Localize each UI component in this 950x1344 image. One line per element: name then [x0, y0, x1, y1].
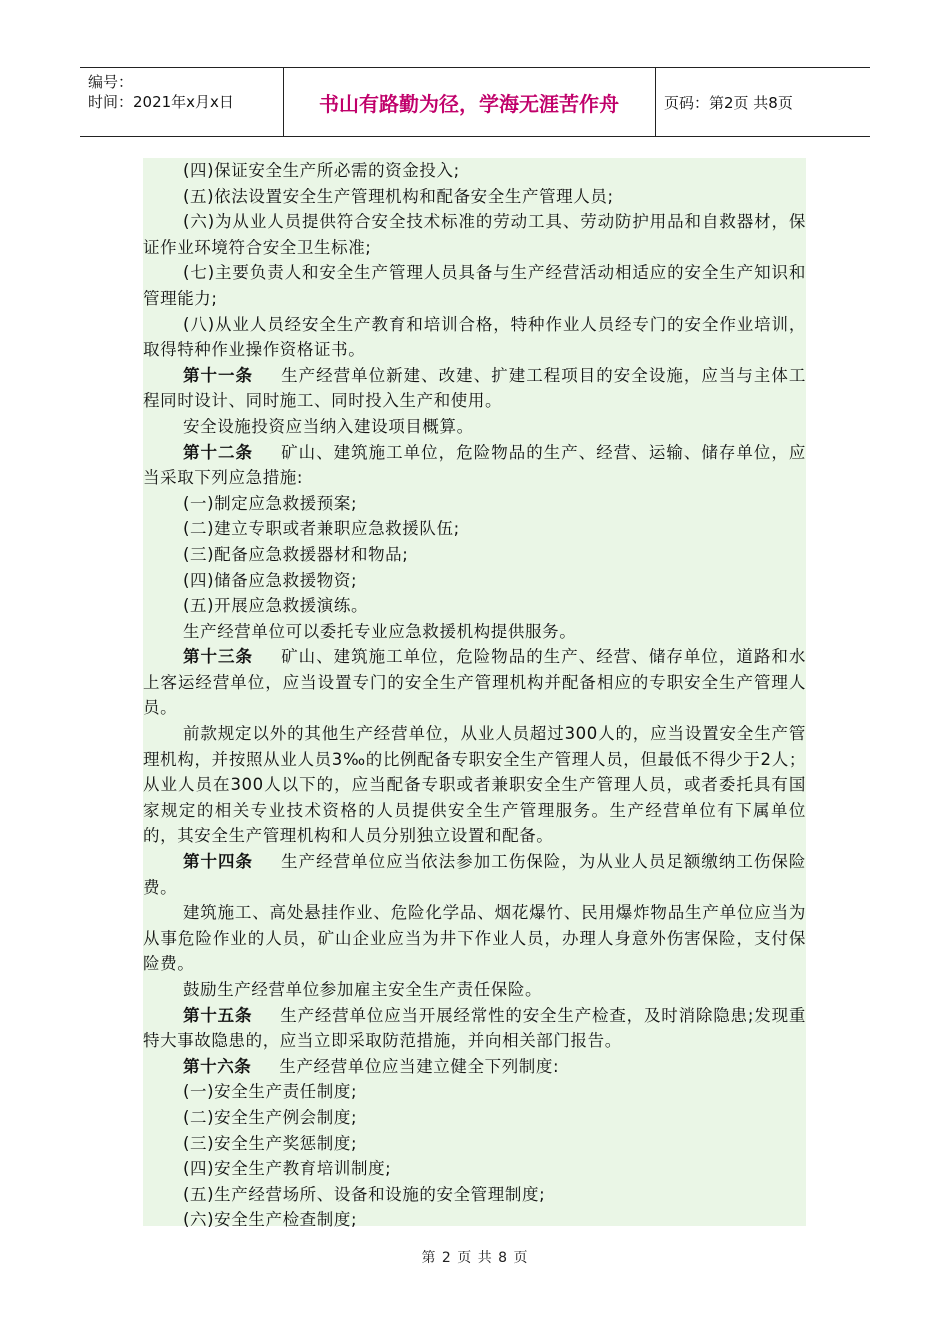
page-footer: 第 2 页 共 8 页 — [421, 1250, 529, 1266]
paragraph — [143, 568, 806, 594]
article-paragraph — [143, 440, 806, 491]
paragraph-text: (一)安全生产责任制度; — [183, 1082, 358, 1102]
paragraph-text: (三)配备应急救援器材和物品; — [183, 544, 409, 564]
article-paragraph — [143, 1003, 806, 1054]
number-label: 编号： — [88, 73, 134, 91]
paragraph-text: (五)依法设置安全生产管理机构和配备安全生产管理人员; — [183, 186, 614, 206]
paragraph — [143, 516, 806, 542]
paragraph-text: (二)建立专职或者兼职应急救援队伍; — [183, 519, 460, 539]
header-meta — [88, 72, 234, 112]
article-paragraph — [143, 1054, 806, 1080]
paragraph-text: 前款规定以外的其他生产经营单位，从业人员超过300人的，应当设置安全生产管理机构，并按照从业人员3‰的比例配备专职安全生产管理人员，但最低不得少于2人；从业人员在300人以下的，应当配备专职或者兼职安全生产管理人员，或者委托具有国家规定的相关专业技术资格的人员提供安全生产管理服务。生产经营单位有下属单位的，其安全生产管理机构和人员分别独立设置和配备。 — [143, 724, 806, 846]
paragraph — [143, 260, 806, 311]
paragraph-text: 建筑施工、高处悬挂作业、危险化学品、烟花爆竹、民用爆炸物品生产单位应当为从事危险作业的人员，矿山企业应当为井下作业人员，办理人身意外伤害保险，支付保险费。 — [143, 903, 806, 974]
header-divider — [655, 68, 656, 136]
paragraph — [143, 491, 806, 517]
paragraph-text: (四)安全生产教育培训制度; — [183, 1159, 392, 1179]
paragraph-text: (五)开展应急救援演练。 — [183, 596, 369, 616]
paragraph-text: (一)制定应急救援预案; — [183, 493, 358, 513]
paragraph-text: 生产经营单位新建、改建、扩建工程项目的安全设施，应当与主体工程同时设计、同时施工、同时投入生产和使用。 — [143, 365, 807, 411]
paragraph-text: (六)安全生产检查制度; — [183, 1210, 358, 1230]
article-number: 第十三条 — [183, 647, 254, 667]
paragraph — [143, 721, 806, 849]
header-table — [80, 67, 870, 137]
paragraph — [143, 1156, 806, 1182]
article-number: 第十四条 — [183, 852, 254, 872]
paragraph-text: 生产经营单位可以委托专业应急救援机构提供服务。 — [183, 621, 577, 641]
paragraph — [143, 1105, 806, 1131]
article-paragraph — [143, 363, 806, 414]
paragraph-text: 矿山、建筑施工单位，危险物品的生产、经营、储存单位，道路和水上客运经营单位，应当设置专门的安全生产管理机构并配备相应的专职安全生产管理人员。 — [143, 647, 807, 718]
paragraph-text: (五)生产经营场所、设备和设施的安全管理制度; — [183, 1184, 546, 1204]
paragraph — [143, 312, 806, 363]
paragraph-text: 鼓励生产经营单位参加雇主安全生产责任保险。 — [183, 980, 543, 999]
paragraph — [143, 977, 806, 1003]
paragraph — [143, 542, 806, 568]
article-number: 第十六条 — [183, 1056, 252, 1076]
article-number: 第十一条 — [183, 365, 254, 385]
document-body — [143, 158, 807, 1230]
paragraph-text: 生产经营单位应当建立健全下列制度: — [279, 1056, 560, 1076]
paragraph-text: (四)储备应急救援物资; — [183, 570, 358, 590]
paragraph — [143, 1079, 806, 1105]
paragraph-text: 安全设施投资应当纳入建设项目概算。 — [183, 416, 474, 436]
paragraph — [143, 1131, 806, 1157]
paragraph-text: 生产经营单位应当依法参加工伤保险，为从业人员足额缴纳工伤保险费。 — [143, 852, 807, 897]
paragraph — [143, 414, 806, 440]
paragraph — [143, 1207, 806, 1233]
header-motto: 书山有路勤为径，学海无涯苦作舟 — [319, 91, 619, 116]
paragraph-text: (六)为从业人员提供符合安全技术标准的劳动工具、劳动防护用品和自救器材，保证作业环境符合安全卫生标准; — [143, 212, 806, 257]
article-paragraph — [143, 849, 806, 900]
article-number: 第十五条 — [183, 1005, 253, 1025]
header-page-info: 页码：第2页 共8页 — [664, 93, 793, 112]
paragraph-text: (八)从业人员经安全生产教育和培训合格，特种作业人员经专门的安全作业培训，取得特种作业操作资格证书。 — [143, 314, 806, 360]
paragraph — [143, 619, 806, 645]
article-paragraph — [143, 644, 806, 721]
paragraph — [143, 184, 806, 210]
paragraph-text: (二)安全生产例会制度; — [183, 1107, 358, 1127]
paragraph-text: (七)主要负责人和安全生产管理人员具备与生产经营活动相适应的安全生产知识和管理能力; — [143, 263, 806, 308]
paragraph-text: (三)安全生产奖惩制度; — [183, 1133, 358, 1153]
paragraph-text: 生产经营单位应当开展经常性的安全生产检查，及时消除隐患;发现重特大事故隐患的，应当立即采取防范措施，并向相关部门报告。 — [143, 1005, 806, 1051]
paragraph — [143, 593, 806, 619]
paragraph-text: (四)保证安全生产所必需的资金投入; — [183, 161, 460, 180]
article-number: 第十二条 — [183, 442, 254, 462]
paragraph — [143, 900, 806, 977]
paragraph-text: 矿山、建筑施工单位，危险物品的生产、经营、运输、储存单位，应当采取下列应急措施: — [143, 442, 807, 488]
paragraph — [143, 1182, 806, 1208]
time-label: 时间：2021年x月x日 — [88, 93, 234, 111]
paragraph — [143, 209, 806, 260]
paragraph — [143, 158, 806, 184]
